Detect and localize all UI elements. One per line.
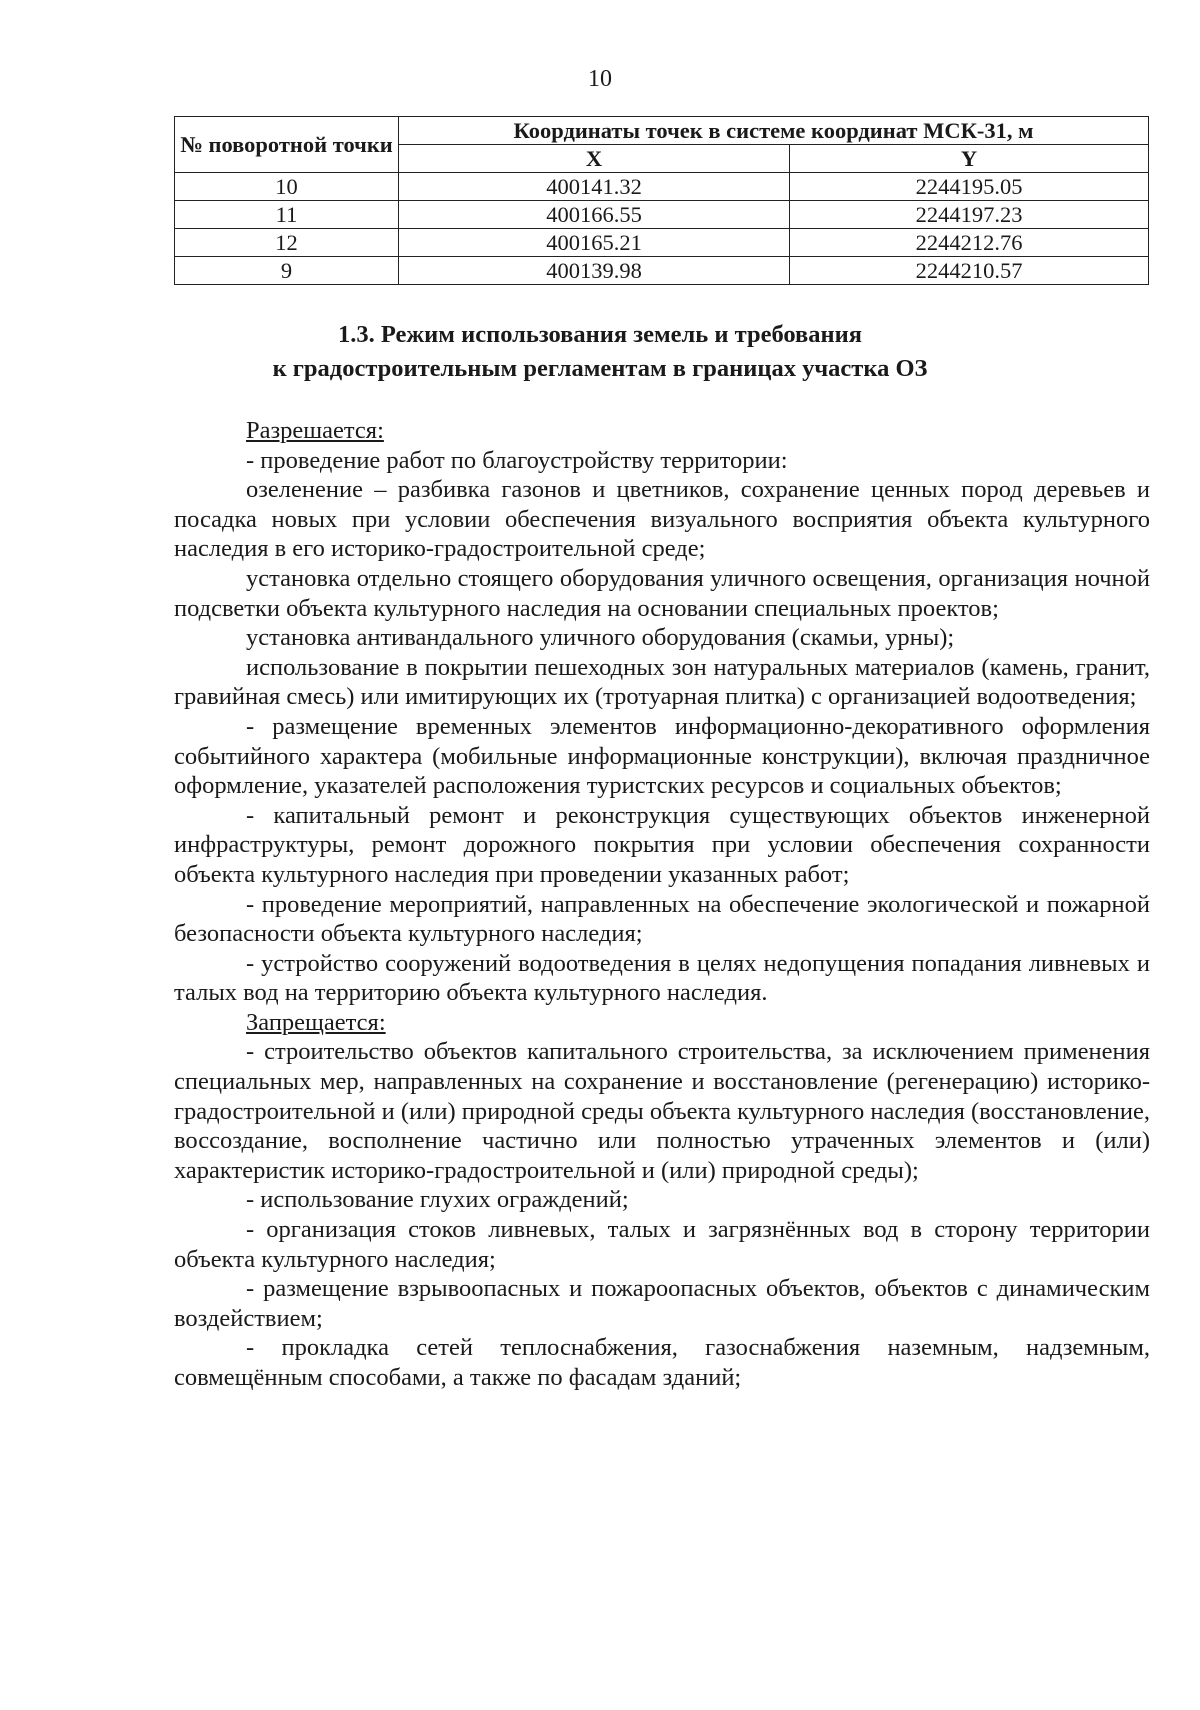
table-row [175, 173, 1149, 201]
cell-x: 400165.21 [399, 229, 790, 257]
allowed-item: - устройство сооружений водоотведения в целях недопущения попадания ливневых и талых вод на территорию объекта культурного наследия. [174, 949, 1150, 1007]
table-row [175, 201, 1149, 229]
header-y: Y [790, 145, 1149, 173]
allowed-item: - проведение мероприятий, направленных на обеспечение экологической и пожарной безопасности объекта культурного наследия; [174, 890, 1150, 948]
allowed-item: - капитальный ремонт и реконструкция существующих объектов инженерной инфраструктуры, ремонт дорожного покрытия при условии обеспечения сохранности объекта культурного наследия при проведении указанных работ; [174, 801, 1150, 888]
page-number: 10 [588, 66, 612, 92]
table-row [175, 229, 1149, 257]
cell-y: 2244210.57 [790, 257, 1149, 285]
cell-y: 2244195.05 [790, 173, 1149, 201]
cell-x: 400166.55 [399, 201, 790, 229]
header-coordinates: Координаты точек в системе координат МСК-31, м [399, 117, 1149, 145]
allowed-item: установка антивандального уличного оборудования (скамьи, урны); [246, 624, 955, 652]
header-x: X [399, 145, 790, 173]
forbidden-item: - размещение взрывоопасных и пожароопасных объектов, объектов с динамическим воздействием; [174, 1275, 1150, 1332]
allowed-item: озеленение – разбивка газонов и цветников, сохранение ценных пород деревьев и посадка новых при условии обеспечения визуального восприятия объекта культурного наследия в его историко-градостроительной среде; [174, 476, 1150, 563]
forbidden-item: - организация стоков ливневых, талых и загрязнённых вод в сторону территории объекта культурного наследия; [174, 1216, 1150, 1273]
allowed-item: - проведение работ по благоустройству территории: [246, 446, 788, 474]
section-title [0, 318, 1200, 386]
cell-y: 2244197.23 [790, 201, 1149, 229]
cell-x: 400139.98 [399, 257, 790, 285]
allowed-item: - размещение временных элементов информационно-декоративного оформления событийного характера (мобильные информационные конструкции), включая праздничное оформление, указателей расположения туристских ресурсов и социальных объектов; [174, 712, 1150, 800]
forbidden-item: - строительство объектов капитального строительства, за исключением применения специальных мер, направленных на сохранение и восстановление (регенерацию) историко-градостроительной и (или) природной среды объекта культурного наследия (восстановление, воссоздание, восполнение частично или полностью утраченных элементов и (или) характеристик историко-градостроительной и (или) природной среды); [174, 1038, 1150, 1184]
cell-point-number: 9 [175, 257, 399, 285]
allowed-heading: Разрешается: [246, 417, 384, 444]
cell-point-number: 10 [175, 173, 399, 201]
header-point-number: № поворотной точки [175, 117, 399, 173]
allowed-item: использование в покрытии пешеходных зон натуральных материалов (камень, гранит, гравийная смесь) или имитирующих их (тротуарная плитка) с организацией водоотведения; [174, 653, 1150, 711]
cell-x: 400141.32 [399, 173, 790, 201]
forbidden-heading: Запрещается: [246, 1008, 386, 1036]
allowed-item: установка отдельно стоящего оборудования уличного освещения, организация ночной подсветки объекта культурного наследия на основании специальных проектов; [174, 564, 1150, 622]
table-header-row [175, 117, 1149, 145]
forbidden-item: - прокладка сетей теплоснабжения, газоснабжения наземным, надземным, совмещённым способами, а также по фасадам зданий; [174, 1334, 1150, 1391]
coordinates-table [174, 116, 1149, 285]
forbidden-item: - использование глухих ограждений; [246, 1186, 629, 1214]
document-body [174, 416, 1150, 1393]
cell-point-number: 11 [175, 201, 399, 229]
table-row [175, 257, 1149, 285]
cell-point-number: 12 [175, 229, 399, 257]
cell-y: 2244212.76 [790, 229, 1149, 257]
section-title-line-1: 1.3. Режим использования земель и требования [338, 321, 862, 348]
section-title-line-2: к градостроительным регламентам в границах участка ОЗ [272, 355, 928, 382]
